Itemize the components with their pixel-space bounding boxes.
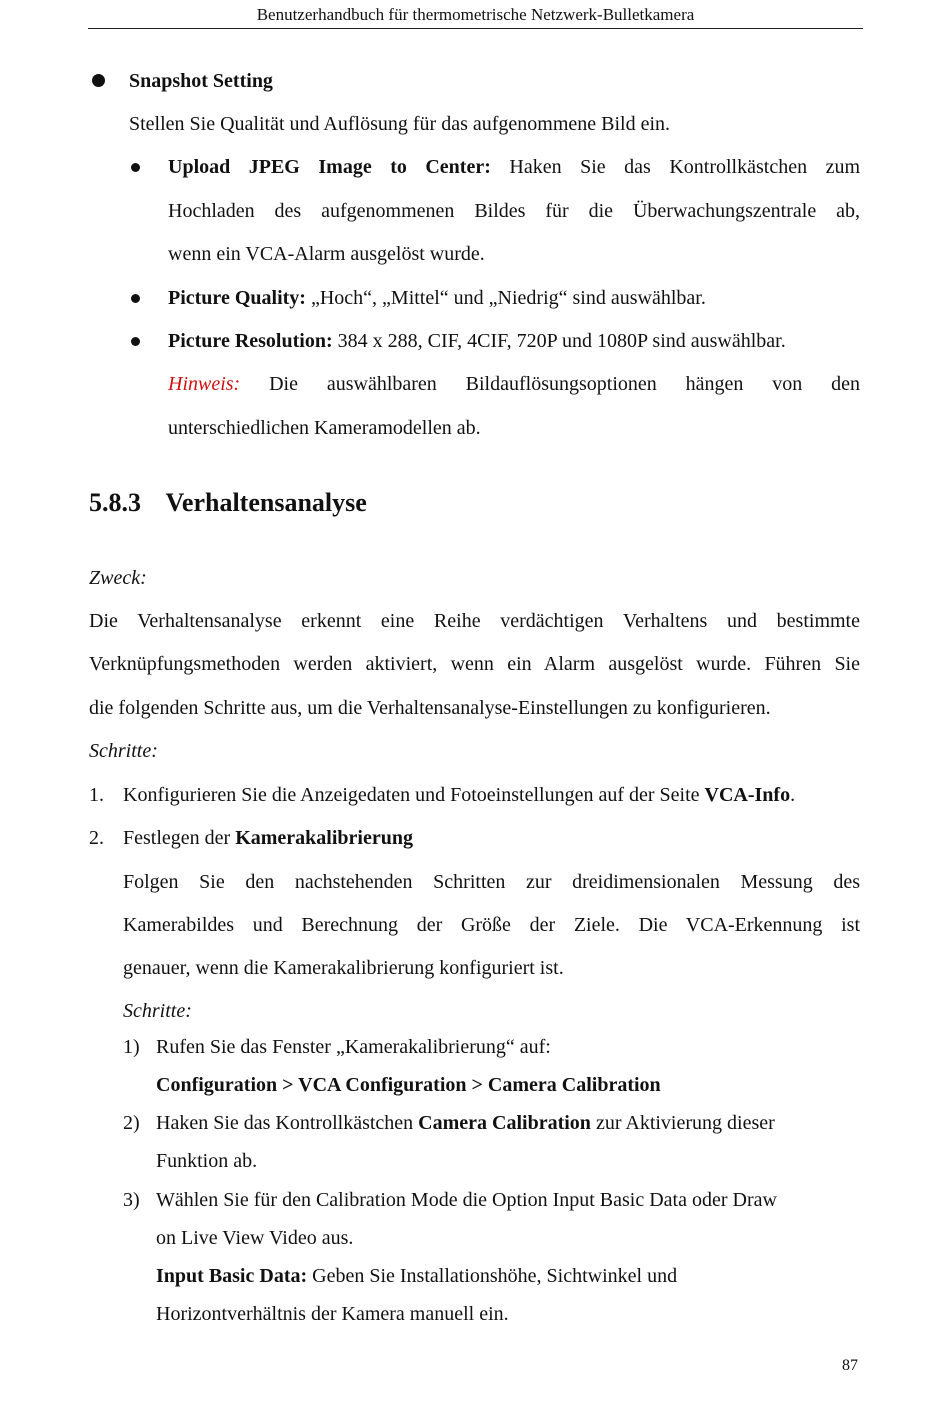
step-2-para-line-3: genauer, wenn die Kamerakalibrierung konfiguriert ist. bbox=[123, 957, 564, 979]
upload-label: Upload JPEG Image to Center: bbox=[168, 156, 491, 178]
bullet-icon bbox=[131, 294, 140, 303]
vca-info-link-text: VCA-Info bbox=[704, 784, 791, 806]
page-number: 87 bbox=[842, 1357, 858, 1374]
substep-3-line-2: on Live View Video aus. bbox=[156, 1227, 354, 1249]
resolution-label: Picture Resolution: bbox=[168, 330, 333, 352]
substep-2-text: Haken Sie das Kontrollkästchen Camera Calibration zur Aktivierung dieser bbox=[156, 1112, 775, 1134]
quality-line: Picture Quality: „Hoch“, „Mittel“ und „Niedrig“ sind auswählbar. bbox=[168, 287, 706, 309]
bullet-icon bbox=[131, 337, 140, 346]
substep-1-text: Rufen Sie das Fenster „Kamerakalibrierung“ auf: bbox=[156, 1036, 551, 1058]
steps-label: Schritte: bbox=[89, 740, 158, 762]
substep-2-number: 2) bbox=[123, 1112, 140, 1134]
upload-line-2: Hochladen des aufgenommenen Bildes für die Überwachungszentrale ab, bbox=[168, 200, 860, 222]
snapshot-intro: Stellen Sie Qualität und Auflösung für das aufgenommene Bild ein. bbox=[129, 113, 671, 135]
step-1-text: Konfigurieren Sie die Anzeigedaten und Fotoeinstellungen auf der Seite VCA-Info. bbox=[123, 784, 796, 806]
purpose-line-2: Verknüpfungsmethoden werden aktiviert, wenn ein Alarm ausgelöst wurde. Führen Sie bbox=[89, 653, 860, 675]
section-heading bbox=[89, 488, 367, 518]
note-line-2: unterschiedlichen Kameramodellen ab. bbox=[168, 417, 481, 439]
substep-3-number: 3) bbox=[123, 1189, 140, 1211]
step-1-number: 1. bbox=[89, 784, 104, 806]
step-2-para-line-2: Kamerabildes und Berechnung der Größe der Ziele. Die VCA-Erkennung ist bbox=[123, 914, 860, 936]
note-line-1: Hinweis: Die auswählbaren Bildauflösungsoptionen hängen von den bbox=[168, 373, 861, 395]
header-title: Benutzerhandbuch für thermometrische Netzwerk-Bulletkamera bbox=[256, 5, 695, 24]
bullet-icon bbox=[92, 74, 105, 87]
upload-line-3: wenn ein VCA-Alarm ausgelöst wurde. bbox=[168, 243, 485, 265]
page-header bbox=[88, 4, 863, 29]
note-label: Hinweis: bbox=[168, 373, 241, 395]
section-number: 5.8.3 bbox=[89, 488, 141, 517]
purpose-label: Zweck: bbox=[89, 567, 147, 589]
resolution-line: Picture Resolution: 384 x 288, CIF, 4CIF, 720P und 1080P sind auswählbar. bbox=[168, 330, 786, 352]
snapshot-title: Snapshot Setting bbox=[129, 70, 273, 92]
step-2-text: Festlegen der Kamerakalibrierung bbox=[123, 827, 413, 849]
quality-label: Picture Quality: bbox=[168, 287, 306, 309]
upload-line-1: Upload JPEG Image to Center: Haken Sie das Kontrollkästchen zum bbox=[168, 156, 861, 178]
purpose-line-3: die folgenden Schritte aus, um die Verhaltensanalyse-Einstellungen zu konfigurieren. bbox=[89, 697, 771, 719]
menu-path: Configuration > VCA Configuration > Camera Calibration bbox=[156, 1074, 661, 1096]
step-2-para-line-1: Folgen Sie den nachstehenden Schritten zur dreidimensionalen Messung des bbox=[123, 871, 860, 893]
sub-steps-label: Schritte: bbox=[123, 1000, 192, 1022]
substep-3-line-3: Input Basic Data: Geben Sie Installationshöhe, Sichtwinkel und bbox=[156, 1265, 678, 1287]
substep-1-number: 1) bbox=[123, 1036, 140, 1058]
substep-3-line-1: Wählen Sie für den Calibration Mode die Option Input Basic Data oder Draw bbox=[156, 1189, 777, 1211]
substep-2-line-2: Funktion ab. bbox=[156, 1150, 258, 1172]
purpose-line-1: Die Verhaltensanalyse erkennt eine Reihe verdächtigen Verhaltens und bestimmte bbox=[89, 610, 860, 632]
section-title: Verhaltensanalyse bbox=[165, 488, 367, 517]
bullet-icon bbox=[131, 163, 140, 172]
step-2-number: 2. bbox=[89, 827, 104, 849]
substep-3-line-4: Horizontverhältnis der Kamera manuell ein. bbox=[156, 1303, 509, 1325]
